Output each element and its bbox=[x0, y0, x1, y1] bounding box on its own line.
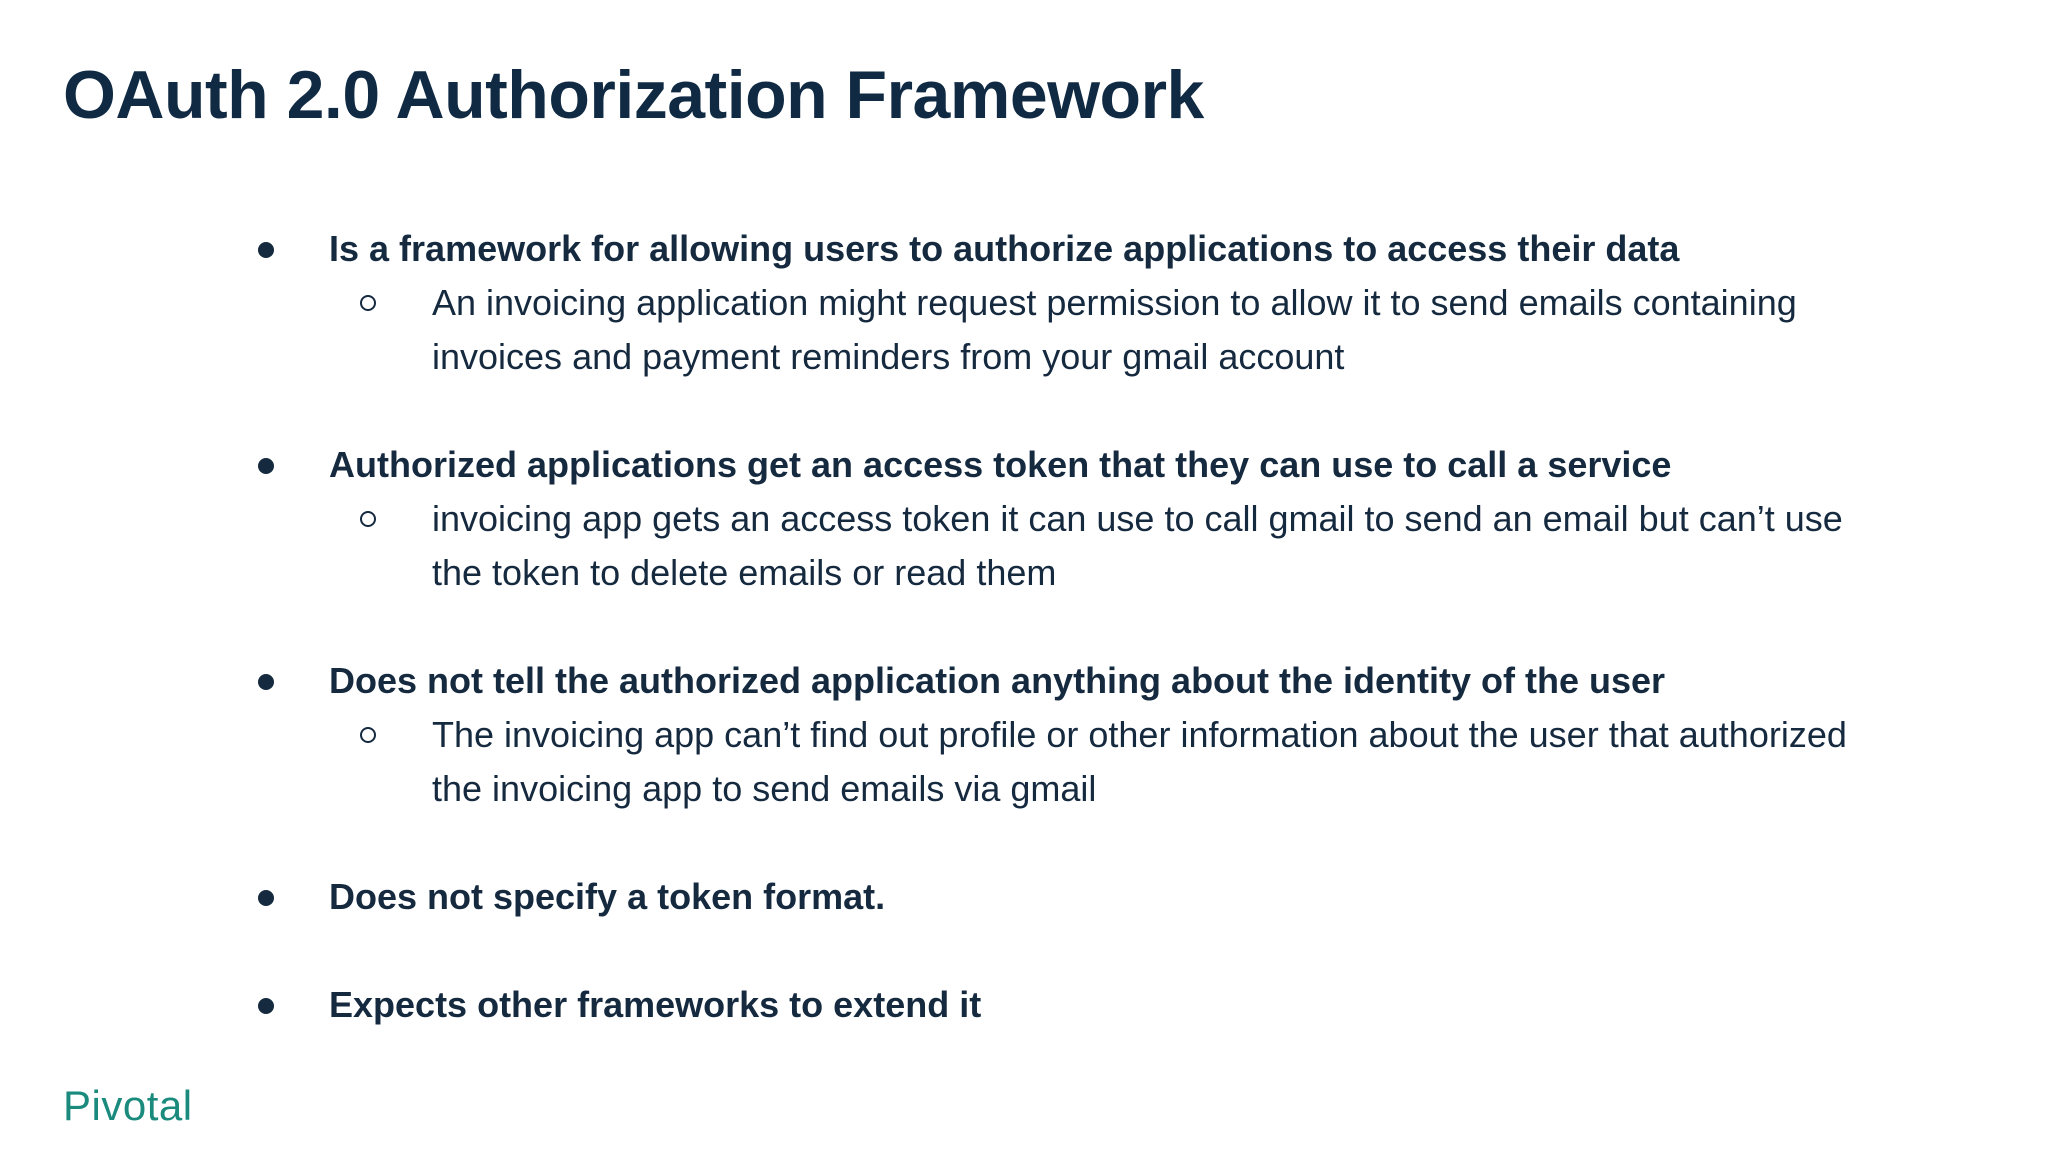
pivotal-logo: Pivotal bbox=[63, 1082, 193, 1129]
slide-title: OAuth 2.0 Authorization Framework bbox=[63, 57, 1204, 133]
sub-list bbox=[329, 708, 1890, 816]
bullet-item bbox=[250, 978, 1890, 1032]
bullet-item bbox=[250, 222, 1890, 384]
bullet-dot-icon bbox=[258, 242, 274, 258]
bullet-item bbox=[250, 870, 1890, 924]
sub-bullet-text: An invoicing application might request permission to allow it to send emails containing invoices and payment reminders from your gmail account bbox=[432, 282, 1797, 377]
bullet-text: Expects other frameworks to extend it bbox=[329, 984, 982, 1025]
bullet-item bbox=[250, 438, 1890, 600]
bullet-dot-icon bbox=[258, 998, 274, 1014]
sub-list bbox=[329, 276, 1890, 384]
bullet-list bbox=[250, 222, 1890, 1032]
sub-bullet-item bbox=[329, 708, 1890, 816]
sub-bullet-item bbox=[329, 276, 1890, 384]
bullet-text: Is a framework for allowing users to authorize applications to access their data bbox=[329, 228, 1680, 269]
bullet-item bbox=[250, 654, 1890, 816]
hollow-circle-icon bbox=[360, 295, 376, 311]
bullet-text: Does not specify a token format. bbox=[329, 876, 886, 917]
sub-bullet-text: invoicing app gets an access token it can use to call gmail to send an email but can’t use the token to delete emails or read them bbox=[432, 498, 1843, 593]
bullet-dot-icon bbox=[258, 674, 274, 690]
bullet-dot-icon bbox=[258, 458, 274, 474]
hollow-circle-icon bbox=[360, 511, 376, 527]
bullet-text: Does not tell the authorized application anything about the identity of the user bbox=[329, 660, 1666, 701]
bullet-dot-icon bbox=[258, 890, 274, 906]
sub-list bbox=[329, 492, 1890, 600]
sub-bullet-text: The invoicing app can’t find out profile or other information about the user that authorized the invoicing app to send emails via gmail bbox=[432, 714, 1847, 809]
hollow-circle-icon bbox=[360, 727, 376, 743]
sub-bullet-item bbox=[329, 492, 1890, 600]
bullet-text: Authorized applications get an access token that they can use to call a service bbox=[329, 444, 1672, 485]
